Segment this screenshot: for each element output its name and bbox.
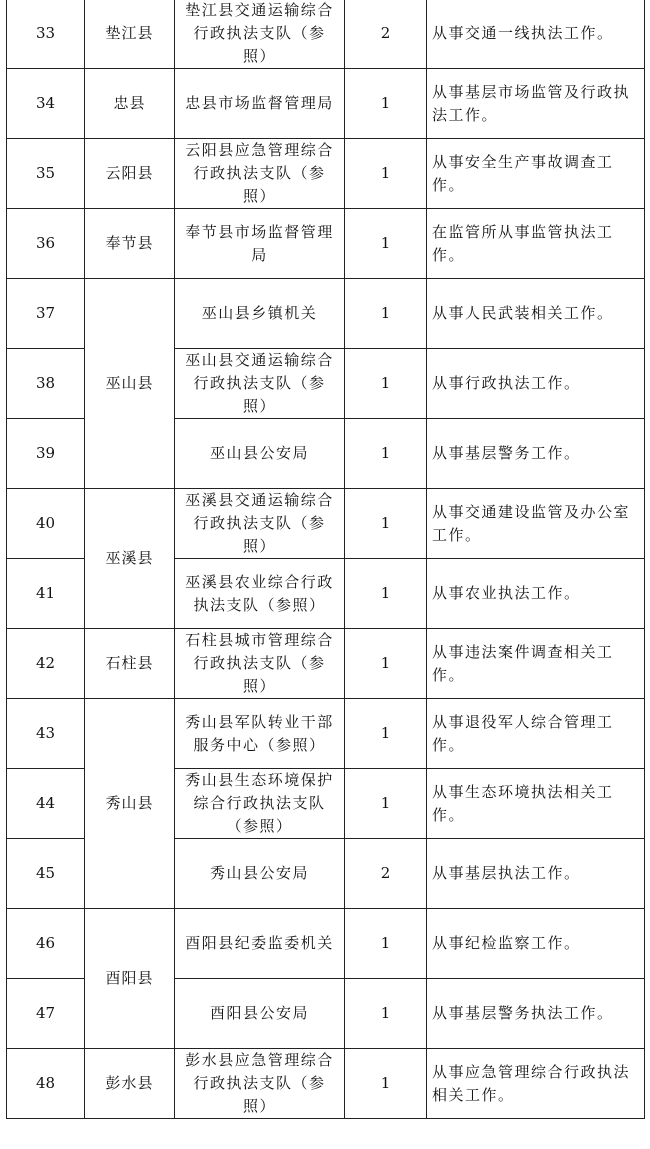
recruit-count: 1 xyxy=(345,909,427,979)
job-duty: 从事纪检监察工作。 xyxy=(427,909,645,979)
row-number: 33 xyxy=(7,0,85,69)
row-number: 38 xyxy=(7,349,85,419)
recruit-count: 1 xyxy=(345,769,427,839)
table-row xyxy=(7,489,645,559)
county-name: 垫江县 xyxy=(85,0,175,69)
recruit-count: 1 xyxy=(345,69,427,139)
row-number: 47 xyxy=(7,979,85,1049)
recruit-count: 2 xyxy=(345,839,427,909)
county-name: 云阳县 xyxy=(85,139,175,209)
unit-name: 秀山县生态环境保护综合行政执法支队（参照） xyxy=(175,769,345,839)
recruit-count: 1 xyxy=(345,699,427,769)
unit-name: 巫山县公安局 xyxy=(175,419,345,489)
recruit-count: 1 xyxy=(345,209,427,279)
county-name: 彭水县 xyxy=(85,1049,175,1119)
unit-name: 云阳县应急管理综合行政执法支队（参照） xyxy=(175,139,345,209)
table-row xyxy=(7,909,645,979)
table-row xyxy=(7,0,645,69)
unit-name: 酉阳县纪委监委机关 xyxy=(175,909,345,979)
row-number: 44 xyxy=(7,769,85,839)
recruit-count: 1 xyxy=(345,139,427,209)
recruit-count: 1 xyxy=(345,349,427,419)
county-name: 忠县 xyxy=(85,69,175,139)
job-duty: 从事退役军人综合管理工作。 xyxy=(427,699,645,769)
unit-name: 秀山县军队转业干部服务中心（参照） xyxy=(175,699,345,769)
table-row xyxy=(7,279,645,349)
unit-name: 巫溪县交通运输综合行政执法支队（参照） xyxy=(175,489,345,559)
recruit-count: 1 xyxy=(345,979,427,1049)
county-name: 巫溪县 xyxy=(85,489,175,629)
unit-name: 石柱县城市管理综合行政执法支队（参照） xyxy=(175,629,345,699)
job-duty: 在监管所从事监管执法工作。 xyxy=(427,209,645,279)
table-row xyxy=(7,1049,645,1119)
recruit-count: 1 xyxy=(345,629,427,699)
row-number: 39 xyxy=(7,419,85,489)
unit-name: 酉阳县公安局 xyxy=(175,979,345,1049)
job-duty: 从事农业执法工作。 xyxy=(427,559,645,629)
unit-name: 奉节县市场监督管理局 xyxy=(175,209,345,279)
job-duty: 从事生态环境执法相关工作。 xyxy=(427,769,645,839)
job-duty: 从事交通建设监管及办公室工作。 xyxy=(427,489,645,559)
row-number: 35 xyxy=(7,139,85,209)
job-duty: 从事基层市场监管及行政执法工作。 xyxy=(427,69,645,139)
row-number: 42 xyxy=(7,629,85,699)
unit-name: 彭水县应急管理综合行政执法支队（参照） xyxy=(175,1049,345,1119)
unit-name: 巫溪县农业综合行政执法支队（参照） xyxy=(175,559,345,629)
row-number: 45 xyxy=(7,839,85,909)
county-name: 巫山县 xyxy=(85,279,175,489)
recruit-count: 1 xyxy=(345,1049,427,1119)
job-duty: 从事基层执法工作。 xyxy=(427,839,645,909)
row-number: 40 xyxy=(7,489,85,559)
county-name: 酉阳县 xyxy=(85,909,175,1049)
recruit-count: 1 xyxy=(345,279,427,349)
row-number: 46 xyxy=(7,909,85,979)
unit-name: 巫山县交通运输综合行政执法支队（参照） xyxy=(175,349,345,419)
job-duty: 从事人民武装相关工作。 xyxy=(427,279,645,349)
county-name: 秀山县 xyxy=(85,699,175,909)
county-name: 奉节县 xyxy=(85,209,175,279)
row-number: 43 xyxy=(7,699,85,769)
recruit-count: 1 xyxy=(345,559,427,629)
row-number: 41 xyxy=(7,559,85,629)
row-number: 48 xyxy=(7,1049,85,1119)
table-row xyxy=(7,69,645,139)
unit-name: 垫江县交通运输综合行政执法支队（参照） xyxy=(175,0,345,69)
table-row xyxy=(7,629,645,699)
recruit-count: 1 xyxy=(345,489,427,559)
row-number: 37 xyxy=(7,279,85,349)
row-number: 36 xyxy=(7,209,85,279)
unit-name: 忠县市场监督管理局 xyxy=(175,69,345,139)
unit-name: 巫山县乡镇机关 xyxy=(175,279,345,349)
position-table xyxy=(6,0,645,1119)
job-duty: 从事违法案件调查相关工作。 xyxy=(427,629,645,699)
county-name: 石柱县 xyxy=(85,629,175,699)
job-duty: 从事应急管理综合行政执法相关工作。 xyxy=(427,1049,645,1119)
row-number: 34 xyxy=(7,69,85,139)
job-duty: 从事安全生产事故调查工作。 xyxy=(427,139,645,209)
job-duty: 从事基层警务工作。 xyxy=(427,419,645,489)
table-row xyxy=(7,209,645,279)
unit-name: 秀山县公安局 xyxy=(175,839,345,909)
recruit-count: 1 xyxy=(345,419,427,489)
table-row xyxy=(7,699,645,769)
recruit-count: 2 xyxy=(345,0,427,69)
job-duty: 从事行政执法工作。 xyxy=(427,349,645,419)
job-duty: 从事基层警务执法工作。 xyxy=(427,979,645,1049)
table-row xyxy=(7,139,645,209)
job-duty: 从事交通一线执法工作。 xyxy=(427,0,645,69)
